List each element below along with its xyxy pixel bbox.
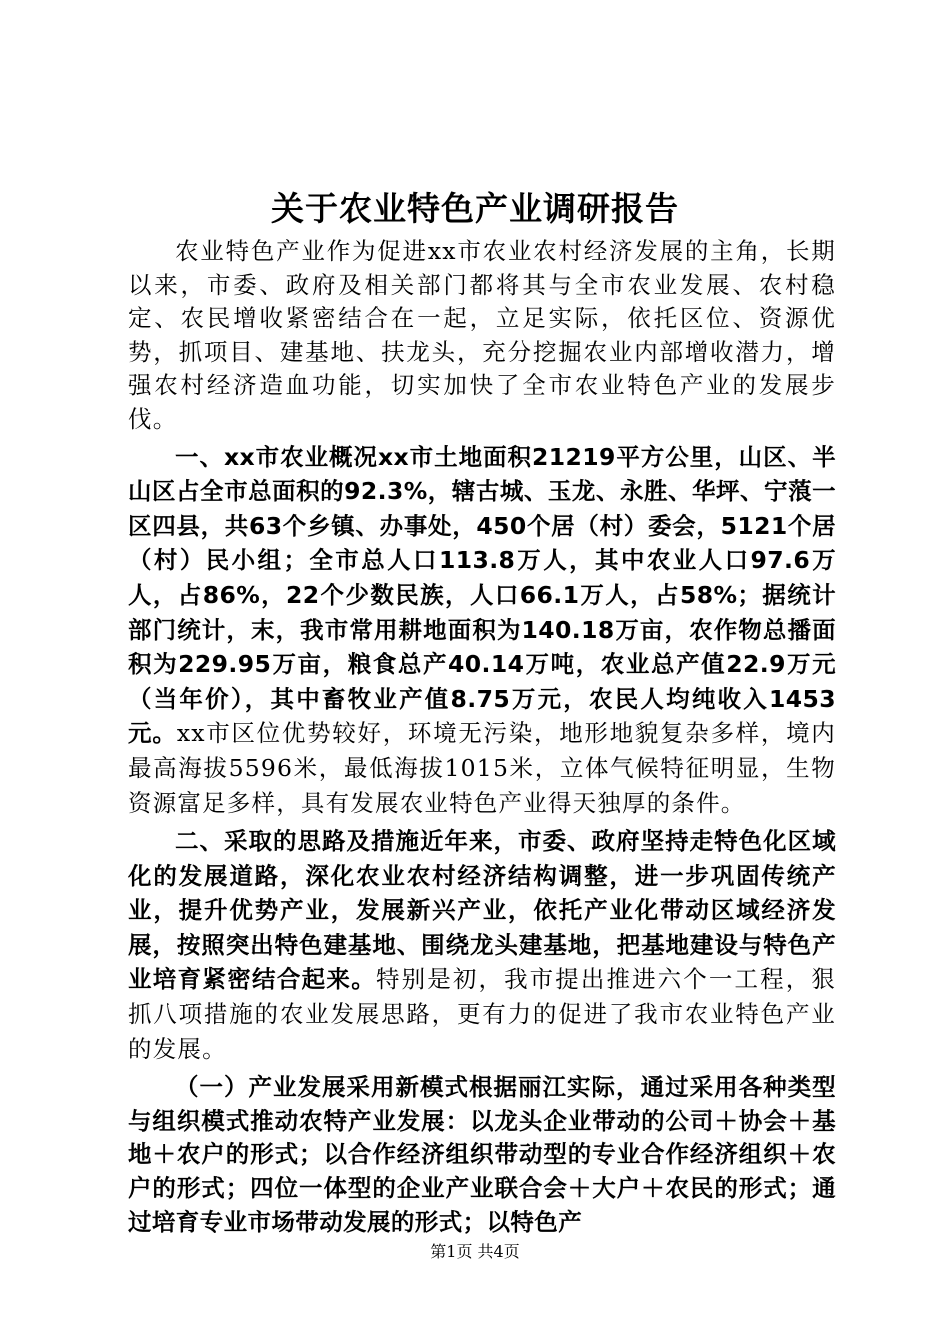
paragraph-section-one-conditions: xx市区位优势较好，环境无污染，地形地貌复杂多样，境内最高海拔5596米，最低海拔1015米，立体气候特征明显，生物资源富足多样，具有发展农业特色产业得天独厚的条件。 xyxy=(128,719,836,817)
document-title: 关于农业特色产业调研报告 xyxy=(271,189,679,228)
document-body xyxy=(128,235,836,1243)
paragraph-section-two-initiative: 特别是初，我市提出推进六个一工程，狠抓八项措施的农业发展思路，更有力的促进了我市农业特色产业的发展。 xyxy=(128,965,837,1063)
paragraph-section-two-strategy: 二、采取的思路及措施近年来，市委、政府坚持走特色化区域化的发展道路，深化农业农村经济结构调整，进一步巩固传统产业，提升优势产业，发展新兴产业，依托产业化带动区域经济发展，按照突出特色建基地、围绕龙头建基地，把基地建设与特色产业培育紧密结合起来。 xyxy=(128,827,836,994)
paragraph-section-one xyxy=(128,441,836,822)
paragraph-intro-text: 农业特色产业作为促进xx市农业农村经济发展的主角，长期以来，市委、政府及相关部门都将其与全市农业发展、农村稳定、农民增收紧密结合在一起，立足实际，依托区位、资源优势，抓项目、建基地、扶龙头，充分挖掘农业内部增收潜力，增强农村经济造血功能，切实加快了全市农业特色产业的发展步伐。 xyxy=(128,237,836,433)
paragraph-section-two xyxy=(128,825,836,1067)
page-footer: 第1页 共4页 xyxy=(430,1242,520,1261)
paragraph-subsection-one-text: （一）产业发展采用新模式根据丽江实际，通过采用各种类型与组织模式推动农特产业发展：以龙头企业带动的公司＋协会＋基地＋农户的形式；以合作经济组织带动型的专业合作经济组织＋农户的形式；四位一体型的企业产业联合会＋大户＋农民的形式；通过培育专业市场带动发展的形式；以特色产 xyxy=(128,1073,836,1236)
paragraph-section-one-facts: 一、xx市农业概况xx市土地面积21219平方公里，山区、半山区占全市总面积的92.3%，辖古城、玉龙、永胜、华坪、宁蒗一区四县，共63个乡镇、办事处，450个居（村）委会，5121个居（村）民小组；全市总人口113.8万人，其中农业人口97.6万人，占86%，22个少数民族，人口66.1万人，占58%；据统计部门统计，末，我市常用耕地面积为140.18万亩，农作物总播面积为229.95万亩，粮食总产40.14万吨，农业总产值22.9万元（当年价），其中畜牧业产值8.75万元，农民人均纯收入1453元。 xyxy=(128,442,836,748)
paragraph-intro xyxy=(128,235,836,437)
paragraph-subsection-one xyxy=(128,1071,836,1239)
